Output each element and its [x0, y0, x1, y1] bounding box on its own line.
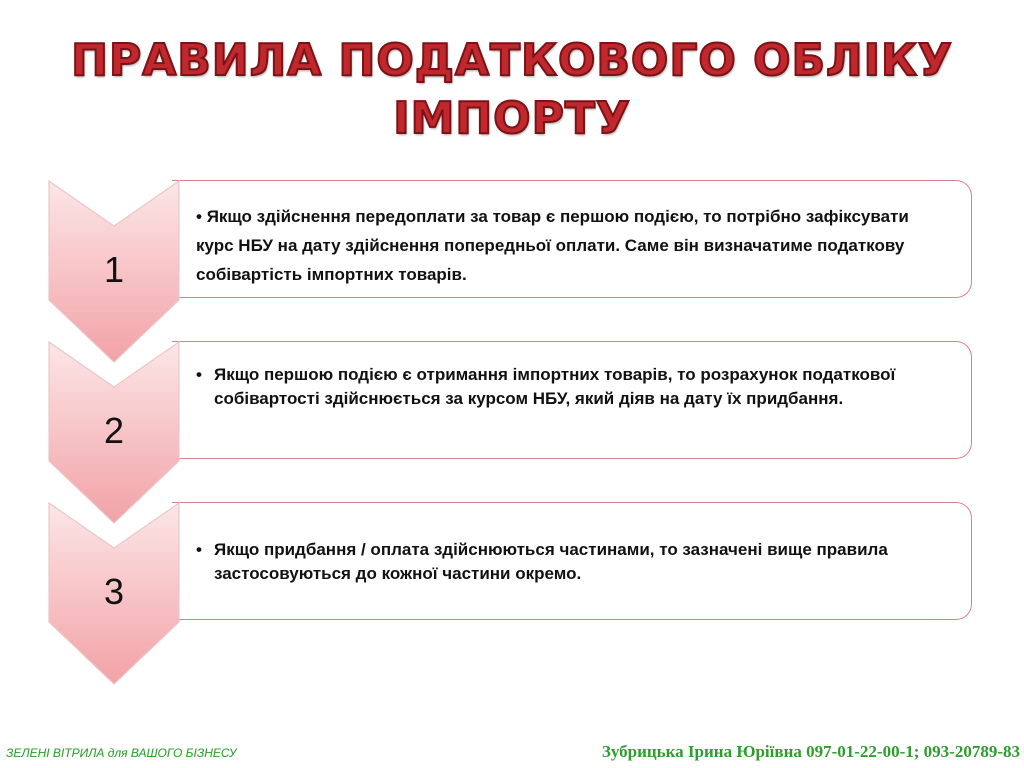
- step-2-text-body: Якщо першою подією є отримання імпортних товарів, то розрахунок податкової собівартості здійснюється за курсом НБУ, який діяв на дату їх придбання.: [214, 365, 896, 408]
- step-1-text: [196, 202, 946, 289]
- step-3-text-body: Якщо придбання / оплата здійснюються частинами, то зазначені вище правила застосовуються до кожної частини окремо.: [214, 540, 888, 583]
- step-3-number: 3: [103, 571, 125, 612]
- step-3-bullet: •: [196, 540, 202, 559]
- footer-contact: Зубрицька Ірина Юріївна 097-01-22-00-1; 093-20789-83: [601, 742, 1020, 761]
- title-line-1: ПРАВИЛА ПОДАТКОВОГО ОБЛІКУ: [71, 35, 953, 86]
- step-1-text-body: Якщо здійснення передоплати за товар є першою подією, то потрібно зафіксувати курс НБУ на дату здійснення попередньої оплати. Саме він визначатиме податкову собівартість імпортних товарів.: [196, 207, 909, 284]
- step-3: [0, 502, 1024, 692]
- footer-brand: ЗЕЛЕНІ ВІТРИЛА для ВАШОГО БІЗНЕСУ: [6, 746, 237, 760]
- title-line-2: ІМПОРТУ: [393, 93, 631, 144]
- step-2-bullet: •: [196, 365, 202, 384]
- step-1-bullet: •: [196, 207, 202, 226]
- slide-title: [0, 32, 1024, 148]
- step-1-number: 1: [103, 249, 125, 290]
- step-2-text: [196, 363, 946, 411]
- step-2-number: 2: [103, 410, 125, 451]
- step-3-text: [196, 538, 946, 586]
